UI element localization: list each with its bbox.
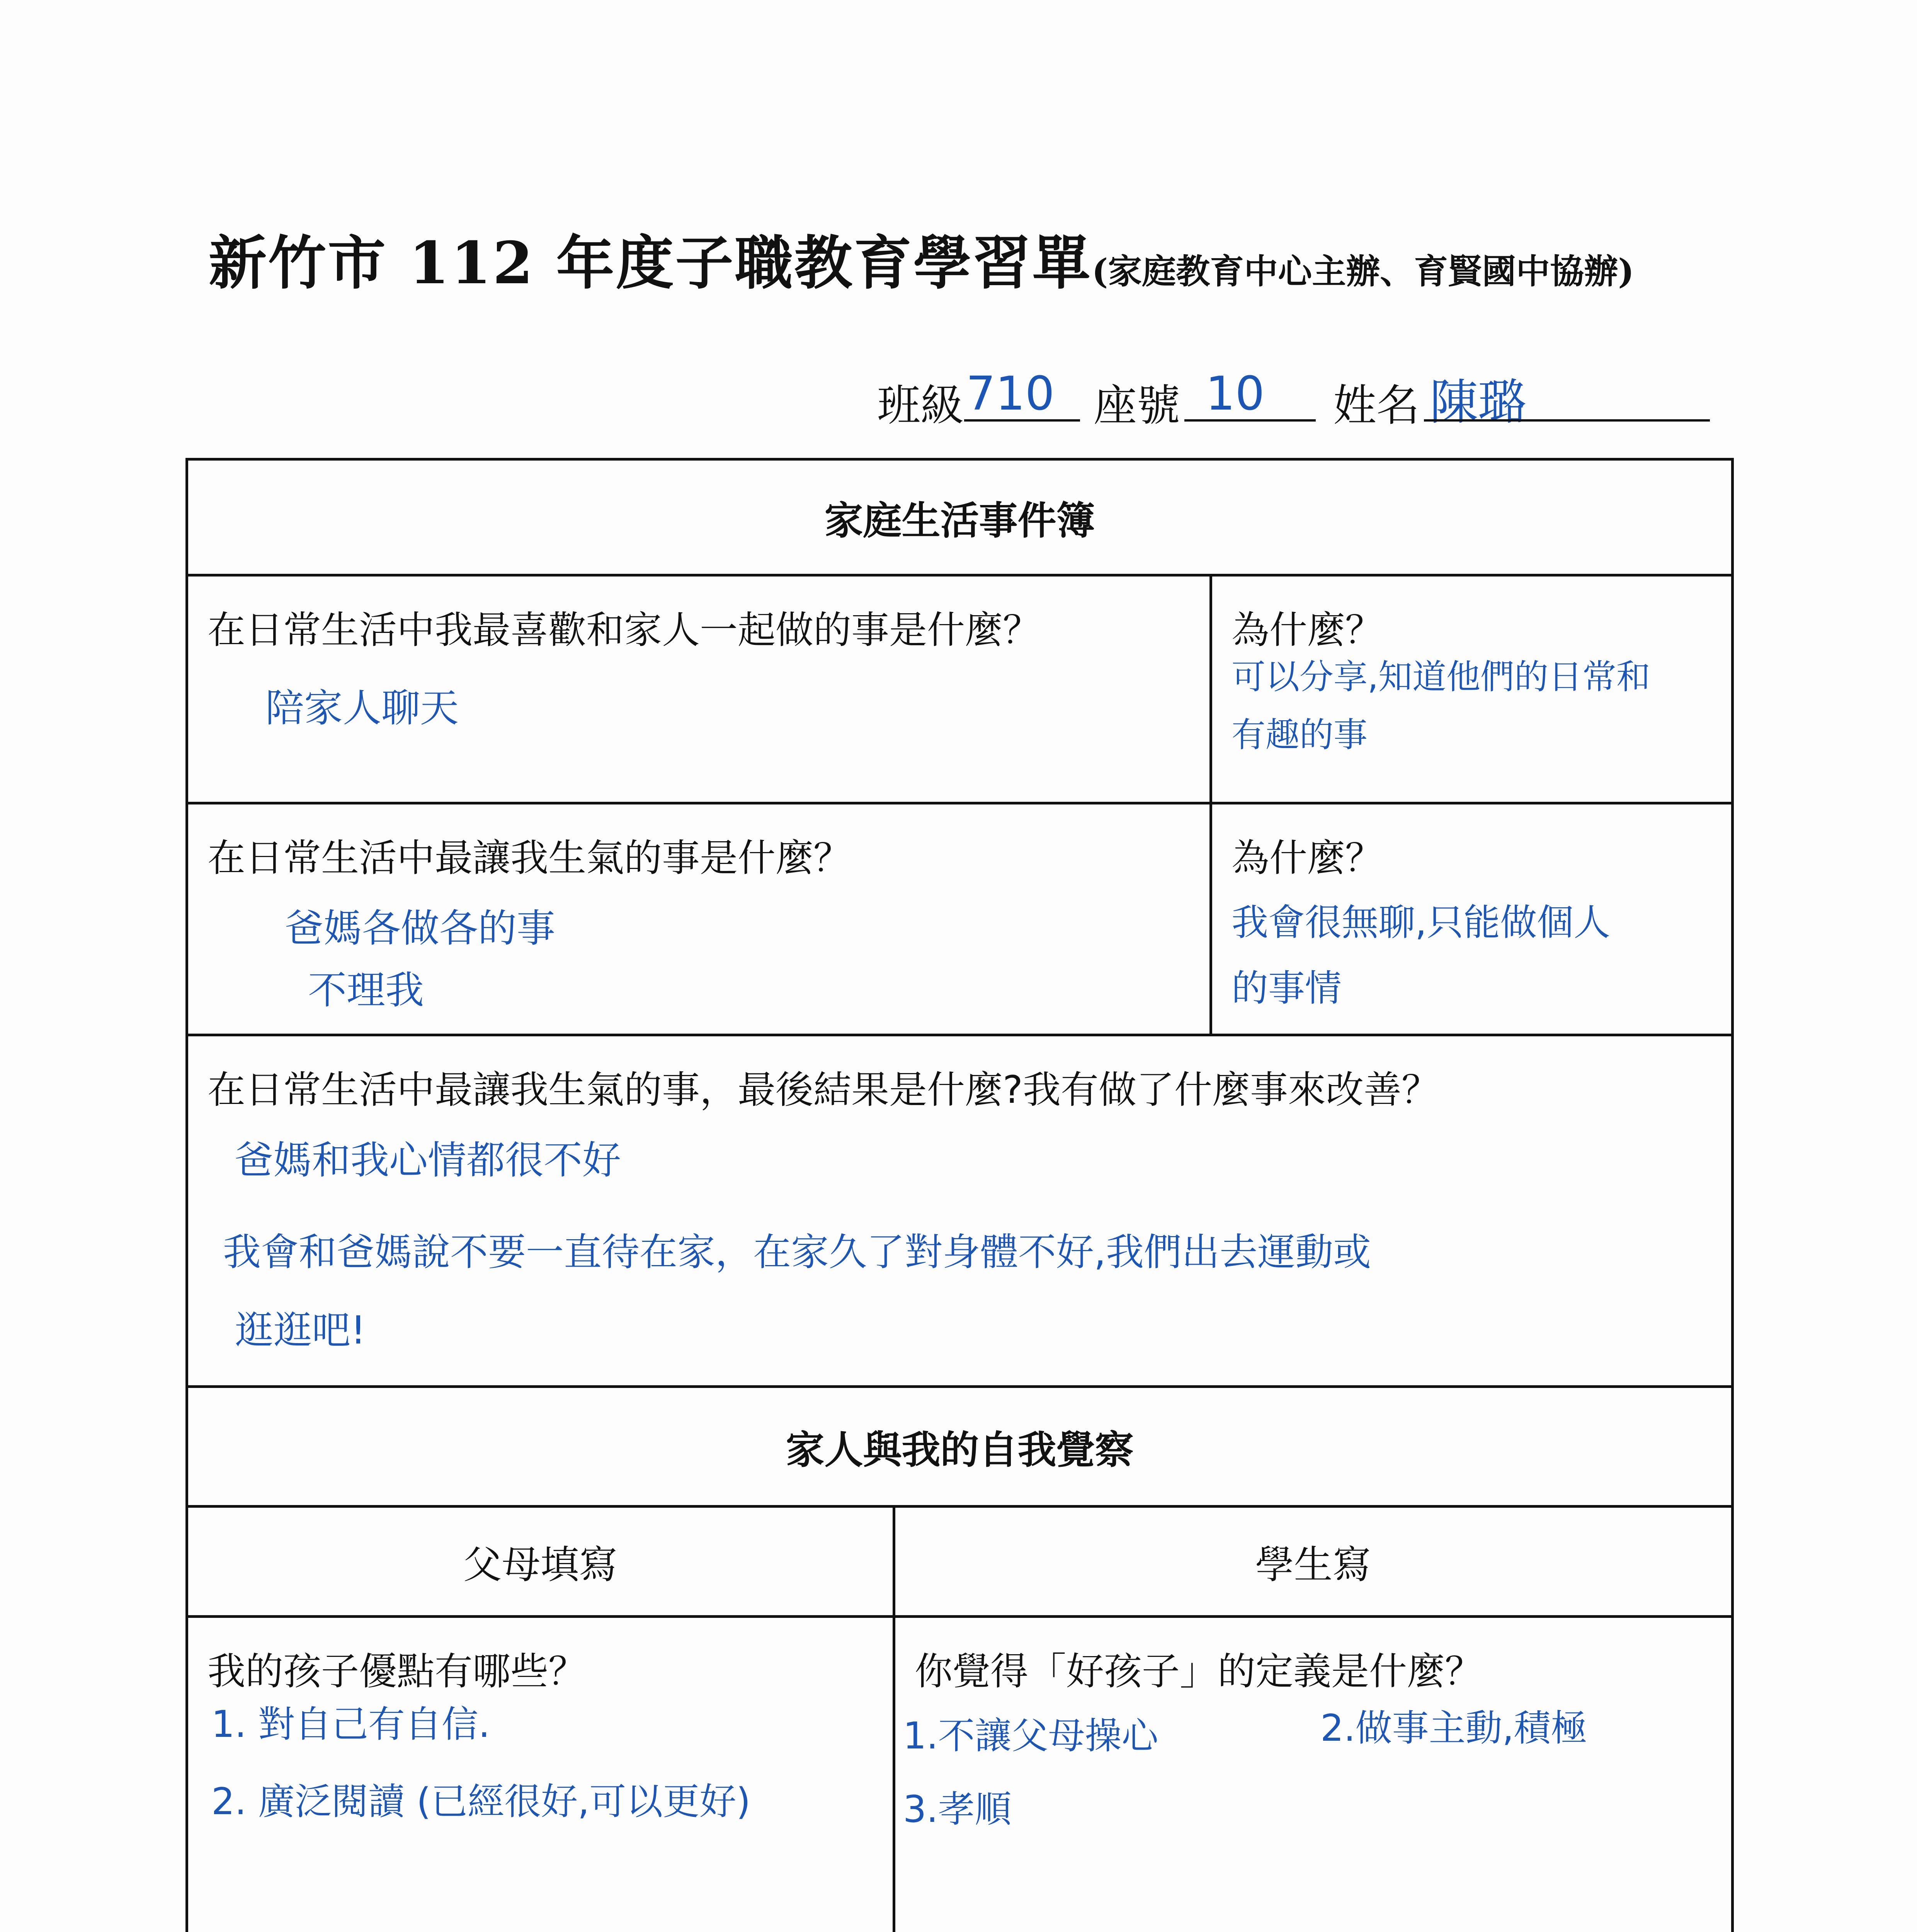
class-label: 班級 <box>877 381 964 431</box>
parent-q1-cell[interactable] <box>187 1617 894 1932</box>
q1-question: 在日常生活中我最喜歡和家人一起做的事是什麼？ <box>208 608 1041 652</box>
section2-header: 家人與我的自我覺察 <box>187 1387 1733 1507</box>
q3-answer-line1: 爸媽和我心情都很不好 <box>235 1138 621 1183</box>
why2-answer-line2: 的事情 <box>1232 967 1342 1010</box>
worksheet-table <box>185 458 1734 1932</box>
why2-label: 為什麼？ <box>1232 836 1383 880</box>
q2-answer-line2: 不理我 <box>308 968 424 1013</box>
why2-cell[interactable] <box>1211 803 1733 1035</box>
seat-underline <box>1184 419 1316 422</box>
student-q1-cell[interactable] <box>894 1617 1733 1932</box>
title-subtitle: (家庭教育中心主辦、育賢國中協辦) <box>1092 251 1634 291</box>
class-underline <box>964 419 1080 422</box>
student-column-header: 學生寫 <box>894 1507 1733 1617</box>
name-underline <box>1424 419 1710 422</box>
parent-column-header: 父母填寫 <box>187 1507 894 1617</box>
student-q1-answer-2: 2.做事主動,積極 <box>1320 1707 1587 1750</box>
name-value[interactable]: 陳璐 <box>1430 374 1526 430</box>
section1-header: 家庭生活事件簿 <box>187 459 1733 575</box>
title-main: 新竹市 112 年度子職教育學習單 <box>209 229 1092 297</box>
why1-label: 為什麼？ <box>1232 608 1383 652</box>
q1-answer: 陪家人聊天 <box>265 685 459 731</box>
name-label: 姓名 <box>1333 381 1420 431</box>
student-q1-answer-1: 1.不讓父母操心 <box>903 1715 1158 1757</box>
seat-value[interactable]: 10 <box>1206 367 1265 421</box>
why1-answer-line2: 有趣的事 <box>1232 715 1368 755</box>
q2-cell[interactable] <box>187 803 1211 1035</box>
q2-answer-line1: 爸媽各做各的事 <box>285 906 555 951</box>
q3-answer-line2: 我會和爸媽說不要一直待在家，在家久了對身體不好,我們出去運動或 <box>223 1230 1371 1274</box>
q1-cell[interactable] <box>187 575 1211 803</box>
student-q1-answer-3: 3.孝順 <box>903 1788 1012 1831</box>
q3-cell[interactable] <box>187 1035 1733 1387</box>
q2-question: 在日常生活中最讓我生氣的事是什麼？ <box>208 836 852 880</box>
why2-answer-line1: 我會很無聊,只能做個人 <box>1232 901 1611 944</box>
q3-question: 在日常生活中最讓我生氣的事，最後結果是什麼?我有做了什麼事來改善？ <box>208 1068 1440 1112</box>
parent-q1-answer-1: 1. 對自己有自信. <box>211 1703 490 1746</box>
page-title <box>209 216 1634 300</box>
parent-q1-question: 我的孩子優點有哪些？ <box>208 1650 587 1694</box>
why1-cell[interactable] <box>1211 575 1733 803</box>
class-value[interactable]: 710 <box>966 367 1055 421</box>
parent-q1-answer-2: 2. 廣泛閱讀 (已經很好,可以更好) <box>211 1781 751 1823</box>
q3-answer-line3: 逛逛吧! <box>235 1308 366 1353</box>
seat-label: 座號 <box>1094 381 1180 431</box>
student-q1-question: 你覺得「好孩子」的定義是什麼？ <box>915 1650 1483 1694</box>
why1-answer-line1: 可以分享,知道他們的日常和 <box>1232 657 1650 697</box>
